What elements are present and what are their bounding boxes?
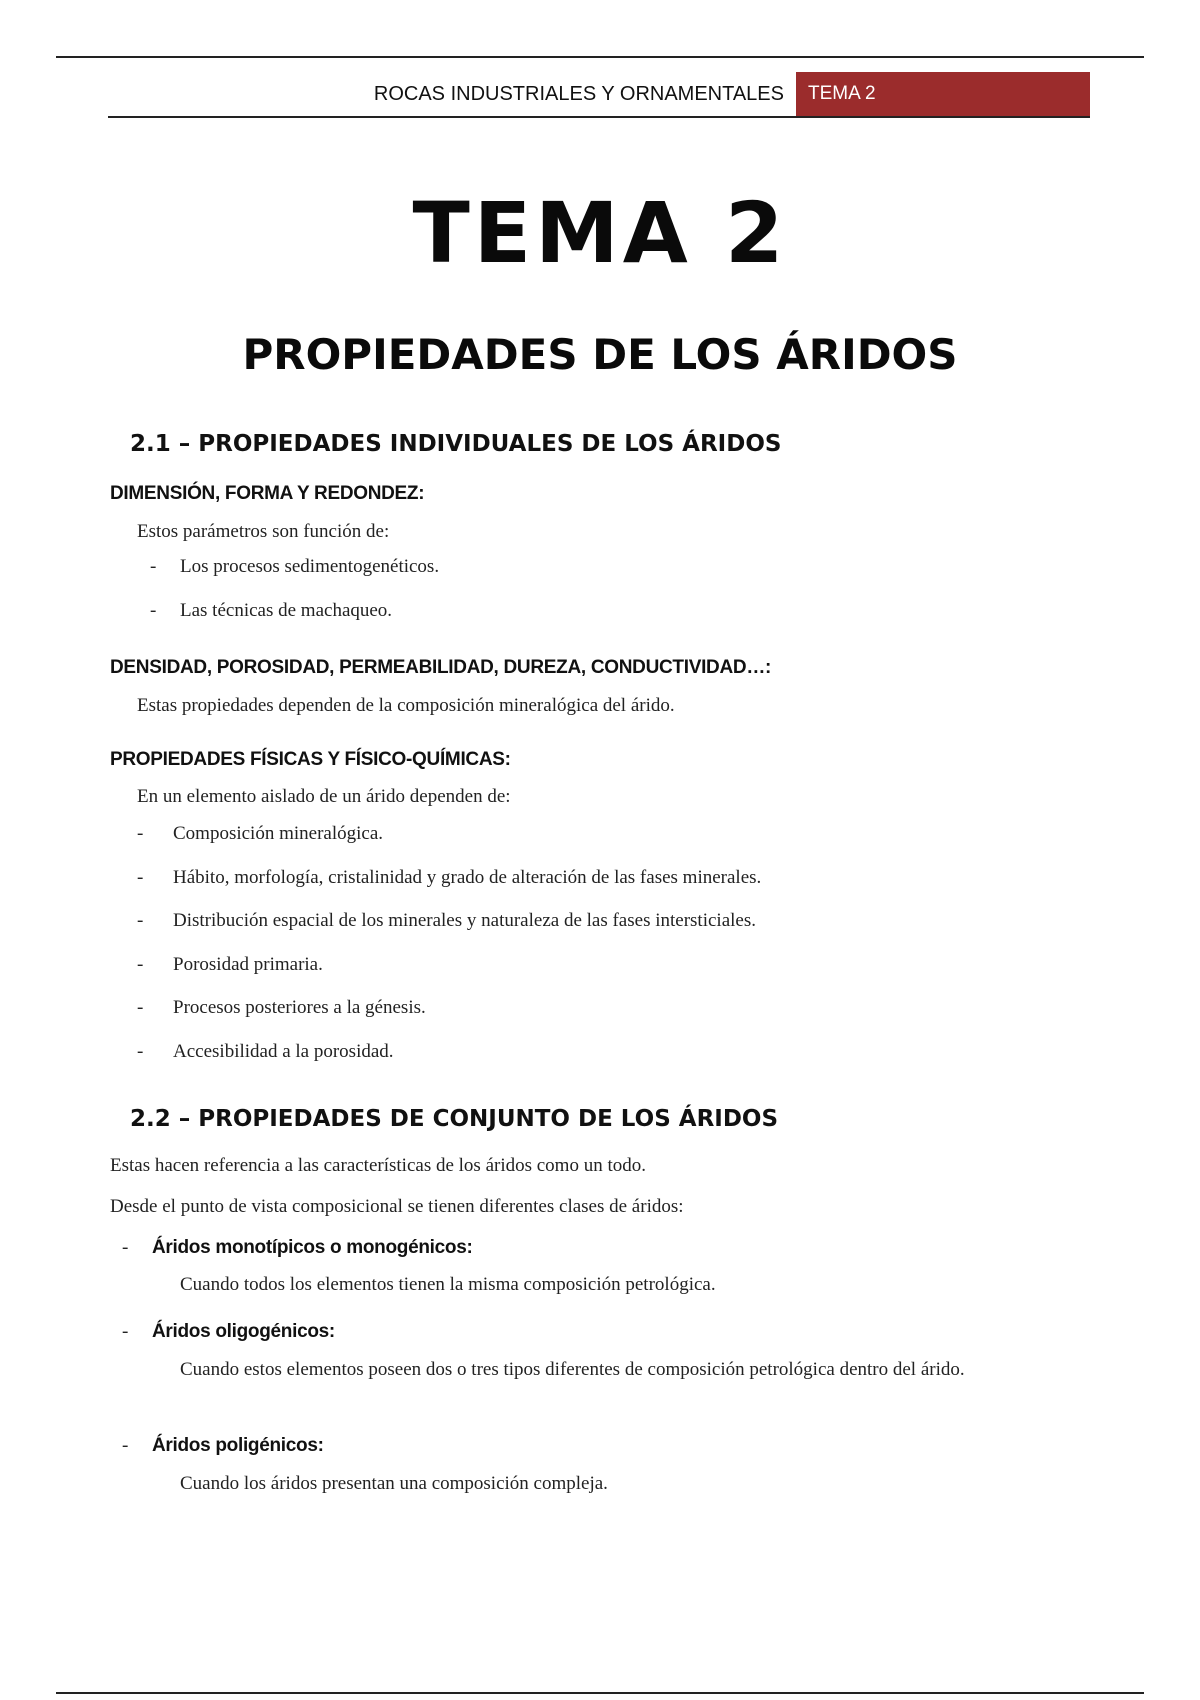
class-1-description: Cuando todos los elementos tienen la misma composición petrológica.: [180, 1274, 716, 1295]
class-2-description: Cuando estos elementos poseen dos o tres tipos diferentes de composición petrológica dentro del árido.: [180, 1359, 965, 1380]
top-rule: [56, 56, 1144, 58]
fisicas-heading: PROPIEDADES FÍSICAS Y FÍSICO-QUÍMICAS:: [110, 749, 511, 770]
dimension-intro: Estos parámetros son función de:: [137, 521, 390, 542]
section-1-heading: 2.1 – PROPIEDADES INDIVIDUALES DE LOS ÁRIDOS: [130, 431, 782, 457]
class-2-name: Áridos oligogénicos:: [152, 1321, 335, 1342]
fisicas-item-6: Accesibilidad a la porosidad.: [173, 1041, 394, 1062]
bullet-dash: -: [137, 954, 144, 975]
fisicas-intro: En un elemento aislado de un árido dependen de:: [137, 786, 511, 807]
class-3-description: Cuando los áridos presentan una composición compleja.: [180, 1473, 608, 1494]
bullet-dash: -: [150, 556, 157, 577]
bullet-dash: -: [137, 910, 144, 931]
fisicas-item-2: Hábito, morfología, cristalinidad y grado de alteración de las fases minerales.: [173, 867, 762, 888]
section-2-paragraph-2: Desde el punto de vista composicional se tienen diferentes clases de áridos:: [110, 1196, 684, 1217]
section-2-paragraph-1: Estas hacen referencia a las características de los áridos como un todo.: [110, 1155, 646, 1176]
class-1-name: Áridos monotípicos o monogénicos:: [152, 1237, 473, 1258]
dimension-item-1: Los procesos sedimentogenéticos.: [180, 556, 440, 577]
page-subtitle: PROPIEDADES DE LOS ÁRIDOS: [242, 330, 958, 379]
fisicas-item-3: Distribución espacial de los minerales y naturaleza de las fases intersticiales.: [173, 910, 756, 931]
page-title: TEMA 2: [412, 184, 788, 282]
fisicas-item-5: Procesos posteriores a la génesis.: [173, 997, 426, 1018]
class-3-name: Áridos poligénicos:: [152, 1435, 324, 1456]
header-course-title: ROCAS INDUSTRIALES Y ORNAMENTALES: [373, 83, 784, 105]
page-header: [108, 72, 1090, 118]
bullet-dash: -: [137, 997, 144, 1018]
densidad-text: Estas propiedades dependen de la composición mineralógica del árido.: [137, 695, 675, 716]
bullet-dash: -: [150, 600, 157, 621]
dimension-heading: DIMENSIÓN, FORMA Y REDONDEZ:: [110, 483, 425, 504]
section-2-heading: 2.2 – PROPIEDADES DE CONJUNTO DE LOS ÁRIDOS: [130, 1106, 779, 1132]
bullet-dash: -: [122, 1237, 129, 1258]
bullet-dash: -: [122, 1435, 129, 1456]
bullet-dash: -: [122, 1321, 129, 1342]
bottom-rule: [56, 1692, 1144, 1694]
bullet-dash: -: [137, 823, 144, 844]
header-badge: TEMA 2: [796, 72, 1090, 116]
bullet-dash: -: [137, 1041, 144, 1062]
densidad-heading: DENSIDAD, POROSIDAD, PERMEABILIDAD, DUREZA, CONDUCTIVIDAD…:: [110, 657, 772, 678]
fisicas-item-1: Composición mineralógica.: [173, 823, 384, 844]
dimension-item-2: Las técnicas de machaqueo.: [180, 600, 393, 621]
bullet-dash: -: [137, 867, 144, 888]
fisicas-item-4: Porosidad primaria.: [173, 954, 323, 975]
